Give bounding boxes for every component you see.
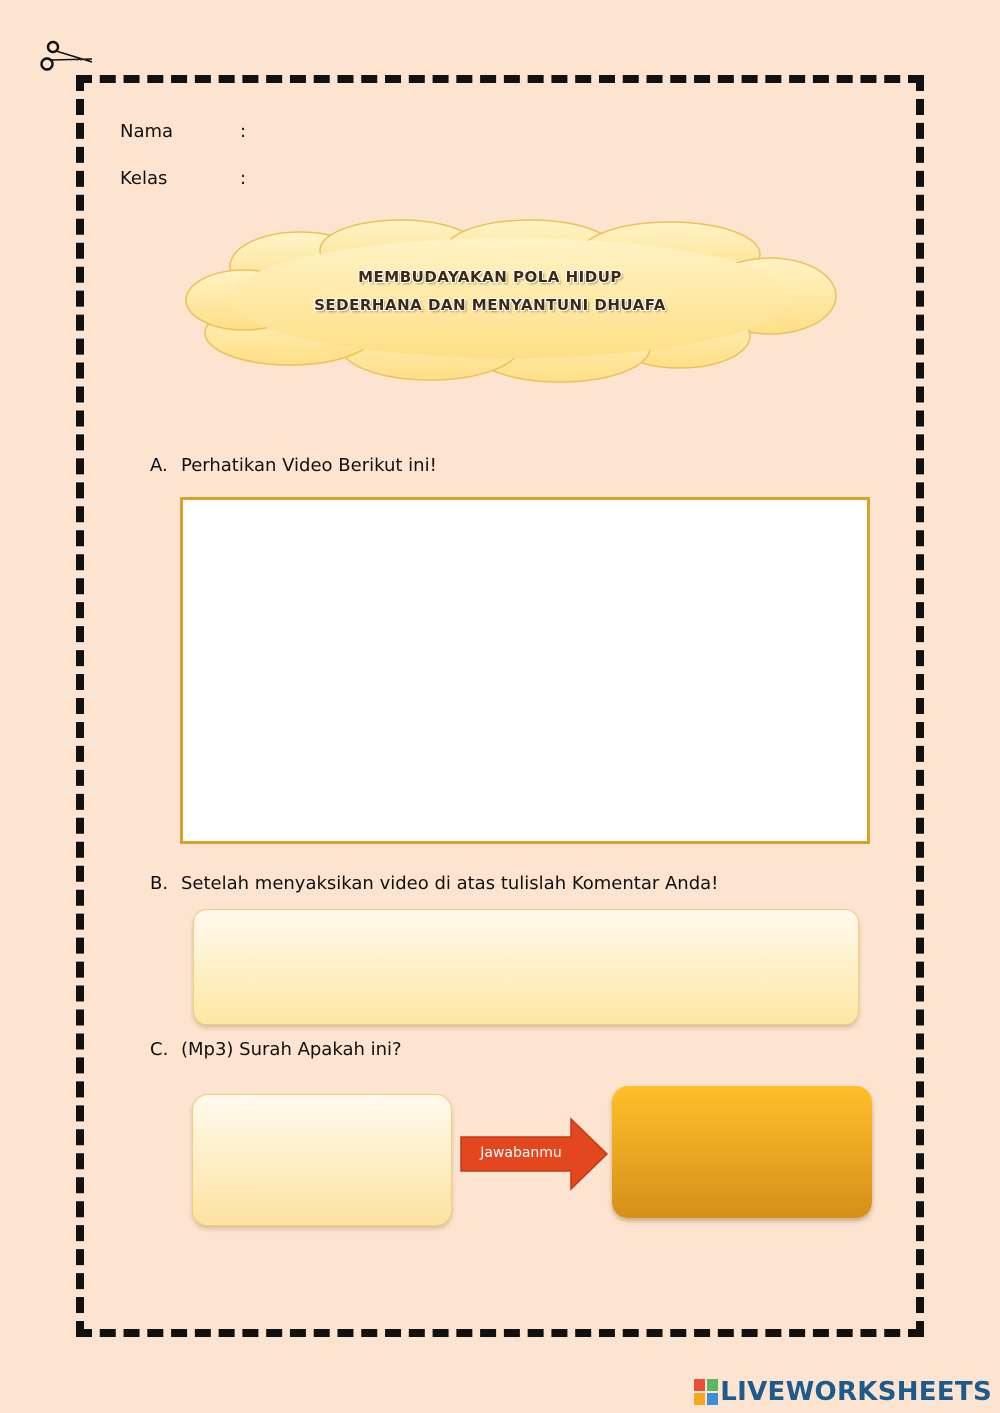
class-label: Kelas (120, 168, 168, 189)
question-a-text: Perhatikan Video Berikut ini! (181, 455, 437, 476)
video-player[interactable] (180, 497, 870, 844)
worksheet-title-line2: SEDERHANA DAN MENYANTUNI DHUAFA (314, 296, 666, 314)
question-b-letter: B. (150, 873, 169, 894)
comment-input[interactable] (193, 909, 859, 1025)
liveworksheets-logo-icon (694, 1379, 718, 1405)
question-c-letter: C. (150, 1039, 169, 1060)
audio-player-box[interactable] (192, 1094, 452, 1226)
liveworksheets-brand (694, 1376, 992, 1408)
question-c-text: (Mp3) Surah Apakah ini? (181, 1039, 402, 1060)
brand-text: LIVEWORKSHEETS (720, 1377, 992, 1407)
surah-answer-input[interactable] (612, 1086, 872, 1218)
class-colon: : (240, 168, 247, 189)
name-input[interactable] (258, 119, 818, 145)
question-b-text: Setelah menyaksikan video di atas tulislah Komentar Anda! (181, 873, 719, 894)
name-label: Nama (120, 121, 174, 142)
scissors-icon (36, 38, 94, 74)
question-a-letter: A. (150, 455, 168, 476)
class-input[interactable] (258, 166, 818, 192)
worksheet-title-line1: MEMBUDAYAKAN POLA HIDUP (358, 268, 622, 286)
answer-arrow-label: Jawabanmu (480, 1145, 562, 1161)
name-colon: : (240, 121, 247, 142)
